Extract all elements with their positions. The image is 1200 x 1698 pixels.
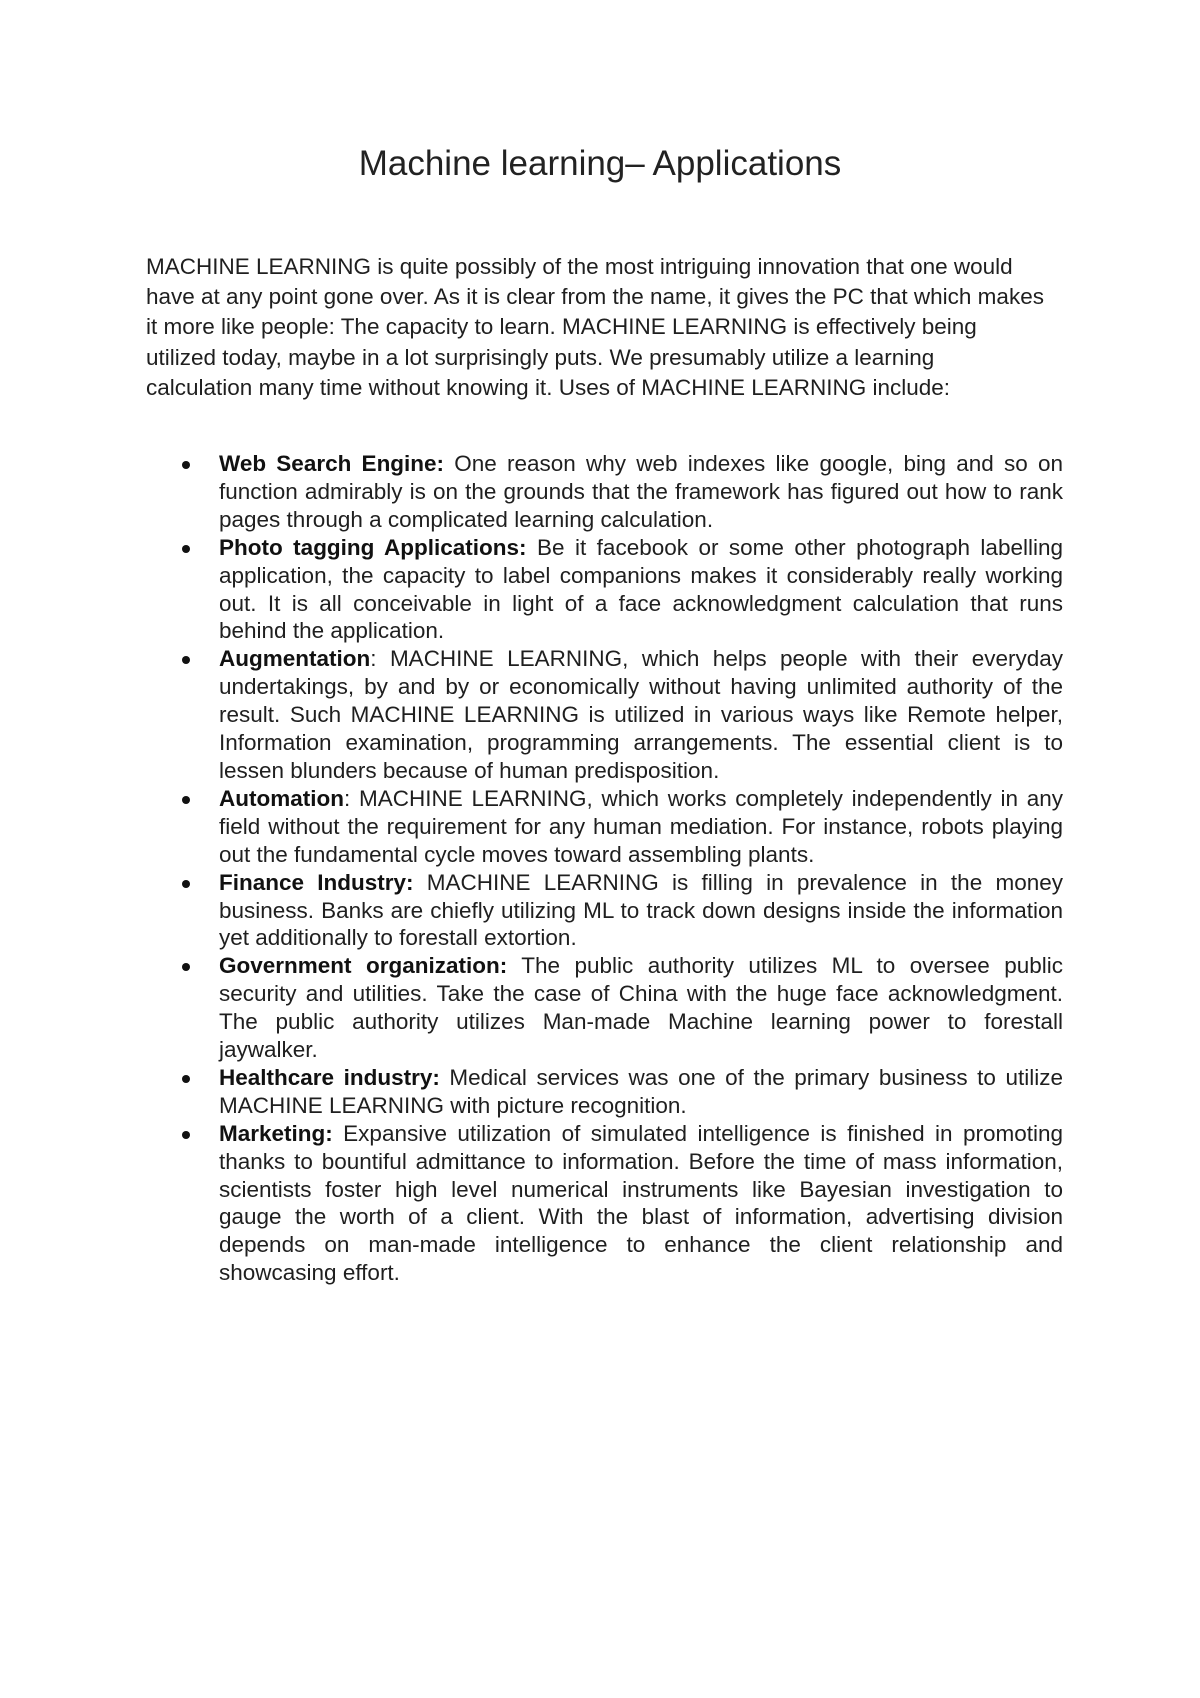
list-item-healthcare-industry [219,1064,1063,1120]
list-item-term: Marketing: [219,1120,333,1146]
list-item-photo-tagging [219,534,1063,646]
list-item-term: Augmentation [219,646,371,672]
applications-list [219,450,1063,1287]
list-item-government-organization [219,952,1063,1064]
bullet-icon [182,880,190,888]
list-item-text: MACHINE LEARNING is filling in prevalence in the money business. Banks are chiefly utilizing ML to track down designs inside the information yet additionally to forestall extortion. [219,869,1063,951]
bullet-icon [182,963,190,971]
list-item-web-search-engine [219,450,1063,534]
list-item-term: Finance Industry: [219,869,414,895]
intro-paragraph: MACHINE LEARNING is quite possibly of the most intriguing innovation that one would have at any point gone over. As it is clear from the name, it gives the PC that which makes it more like people: The capacity to learn. MACHINE LEARNING is effectively being utilized today, maybe in a lot surprisingly puts. We presumably utilize a learning calculation many time without knowing it. Uses of MACHINE LEARNING include: [146,254,1044,400]
list-item-text: : MACHINE LEARNING, which works completely independently in any field without the requirement for any human mediation. For instance, robots playing out the fundamental cycle moves toward assembling plants. [219,785,1063,867]
bullet-icon [182,1075,190,1083]
bullet-icon [182,545,190,553]
list-item-text: : MACHINE LEARNING, which helps people with their everyday undertakings, by and by or economically without having unlimited authority of the result. Such MACHINE LEARNING is utilized in various ways like Remote helper, Information examination, programming arrangements. The essential client is to lessen blunders because of human predisposition. [219,646,1063,783]
list-item-text: Expansive utilization of simulated intelligence is finished in promoting thanks to bountiful admittance to information. Before the time of mass information, scientists foster high level numerical instruments like Bayesian investigation to gauge the worth of a client. With the blast of information, advertising division depends on man-made intelligence to enhance the client relationship and showcasing effort. [219,1120,1063,1286]
bullet-icon [182,656,190,664]
list-item-marketing [219,1120,1063,1287]
list-item-term: Healthcare industry: [219,1064,440,1090]
list-item-term: Automation [219,785,344,811]
list-item-text: Medical services was one of the primary business to utilize MACHINE LEARNING with picture recognition. [219,1064,1063,1118]
list-item-term: Government organization: [219,953,508,979]
list-item-term: Photo tagging Applications: [219,534,527,560]
document-title: Machine learning– Applications [358,144,842,183]
bullet-icon [182,796,190,804]
bullet-icon [182,1131,190,1139]
list-item-text: Be it facebook or some other photograph labelling application, the capacity to label companions makes it considerably really working out. It is all conceivable in light of a face acknowledgment calculation that runs behind the application. [219,534,1063,644]
list-item-finance-industry [219,869,1063,953]
list-item-text: The public authority utilizes ML to oversee public security and utilities. Take the case of China with the huge face acknowledgment. The public authority utilizes Man-made Machine learning power to forestall jaywalker. [219,953,1063,1063]
list-item-text: One reason why web indexes like google, bing and so on function admirably is on the grounds that the framework has figured out how to rank pages through a complicated learning calculation. [219,451,1063,532]
list-item-automation [219,785,1063,869]
list-item-term: Web Search Engine: [219,451,445,476]
list-item-augmentation [219,645,1063,785]
bullet-icon [182,461,190,469]
